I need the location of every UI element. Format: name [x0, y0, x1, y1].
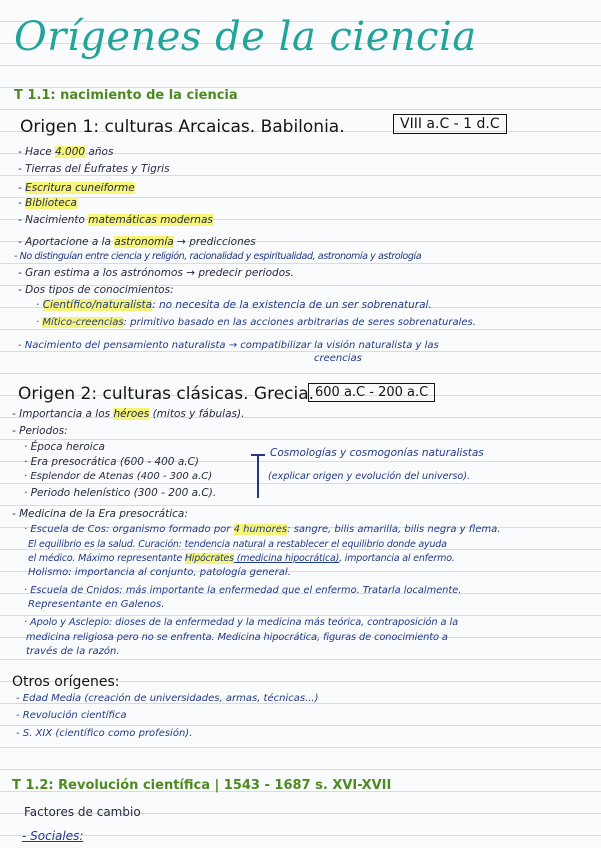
otros-3: - S. XIX (científico como profesión).	[16, 728, 193, 739]
apolo-asclepio: · Apolo y Asclepio: dioses de la enfermedad y la medicina más teórica, contraposición a la	[24, 617, 458, 628]
cosmologias-detalle: (explicar origen y evolución del universo).	[268, 471, 471, 482]
item-pensamiento-cont: creencias	[314, 353, 362, 364]
item-importancia: - Importancia a los héroes (mitos y fábulas).	[12, 408, 245, 420]
escuela-cnidos-2: Representante en Galenos.	[28, 599, 165, 610]
item-escritura: - Escritura cuneiforme	[18, 182, 135, 194]
apolo-asclepio-3: través de la razón.	[26, 646, 120, 657]
periodos-bracket	[257, 454, 259, 498]
otros-1: - Edad Media (creación de universidades, armas, técnicas...)	[16, 693, 319, 704]
item-distinguian: - No distinguían entre ciencia y religión, racionalidad y espiritualidad, astronomía y astrología	[14, 251, 422, 262]
otros-origenes-title: Otros orígenes:	[12, 674, 120, 690]
escuela-cnidos: · Escuela de Cnidos: más importante la enfermedad que el enfermo. Tratarla localmente.	[24, 585, 462, 596]
sociales: - Sociales:	[22, 829, 84, 843]
section-heading-1-1: T 1.1: nacimiento de la ciencia	[14, 88, 238, 103]
escuela-cos-2: El equilibrio es la salud. Curación: tendencia natural a restablecer el equilibrio donde ayuda	[28, 539, 447, 550]
item-medicina: - Medicina de la Era presocrática:	[12, 508, 188, 520]
item-aportacion: - Aportacione a la astronomía → predicciones	[18, 236, 256, 248]
otros-2: - Revolución científica	[16, 710, 127, 721]
item-nacimiento-matematicas: - Nacimiento matemáticas modernas	[18, 214, 213, 226]
factores-cambio: Factores de cambio	[24, 805, 141, 819]
page-title: Orígenes de la ciencia	[14, 14, 477, 60]
item-hace: - Hace 4.000 años	[18, 146, 114, 158]
escuela-cos: · Escuela de Cos: organismo formado por 4 humores: sangre, bilis amarilla, bilis negra y flema.	[24, 524, 501, 535]
origen2-title: Origen 2: culturas clásicas. Grecia.	[18, 384, 315, 404]
periodo-3: · Esplendor de Atenas (400 - 300 a.C)	[24, 471, 213, 482]
origen1-title: Origen 1: culturas Arcaicas. Babilonia.	[20, 117, 345, 137]
item-tipos: - Dos tipos de conocimientos:	[18, 284, 174, 296]
escuela-cos-4: Holismo: importancia al conjunto, patología general.	[28, 567, 291, 578]
periodo-4: · Periodo helenístico (300 - 200 a.C).	[24, 487, 217, 499]
origen1-dates-box: VIII a.C - 1 d.C	[393, 114, 507, 134]
origen2-dates-box: 600 a.C - 200 a.C	[308, 383, 435, 402]
periodo-2: · Era presocrática (600 - 400 a.C)	[24, 456, 200, 468]
item-tierras: - Tierras del Éufrates y Tigris	[18, 163, 170, 175]
item-mitico: · Mítico-creencias: primitivo basado en las acciones arbitrarias de seres sobrenaturales.	[36, 317, 476, 328]
apolo-asclepio-2: medicina religiosa pero no se enfrenta. Medicina hipocrática, figuras de conocimiento a	[26, 632, 448, 643]
cosmologias: Cosmologías y cosmogonías naturalistas	[270, 447, 484, 459]
item-cientifico: · Científico/naturalista: no necesita de la existencia de un ser sobrenatural.	[36, 299, 432, 311]
periodo-1: · Época heroica	[24, 441, 105, 453]
escuela-cos-3: el médico. Máximo representante Hipócrates (medicina hipocrática), importancia al enfermo.	[28, 553, 455, 564]
item-pensamiento: - Nacimiento del pensamiento naturalista → compatibilizar la visión naturalista y las	[18, 340, 439, 351]
section-heading-1-2: T 1.2: Revolución científica | 1543 - 1687 s. XVI-XVII	[12, 778, 392, 793]
item-biblioteca: - Biblioteca	[18, 197, 77, 209]
item-periodos: - Periodos:	[12, 425, 68, 437]
item-estima: - Gran estima a los astrónomos → predecir periodos.	[18, 267, 294, 279]
